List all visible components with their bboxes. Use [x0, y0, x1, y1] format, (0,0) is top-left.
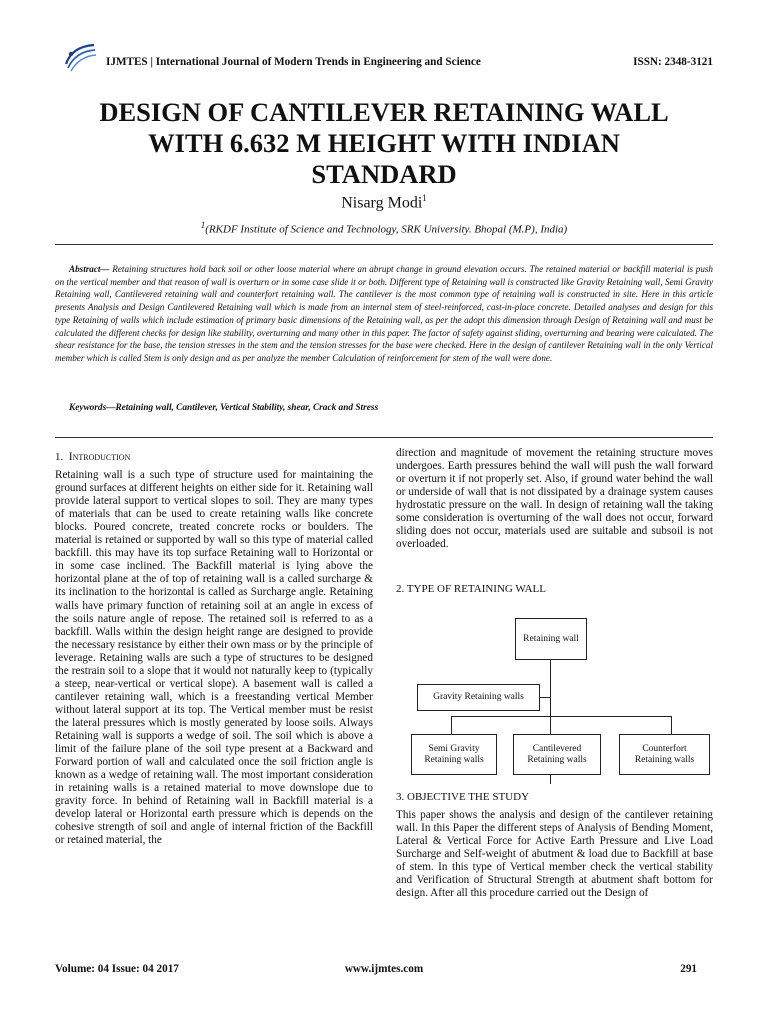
section-title: Introduction	[68, 451, 131, 463]
diagram-node-retaining-wall	[515, 618, 587, 660]
node-label: Retaining walls	[527, 754, 587, 765]
page-number: 291	[680, 963, 697, 975]
node-label: Cantilevered	[532, 743, 582, 754]
connector-line	[451, 716, 452, 734]
journal-url[interactable]: www.ijmtes.com	[344, 963, 424, 975]
author-name	[0, 193, 768, 212]
abstract	[55, 263, 713, 365]
issn-number: ISSN: 2348-3121	[633, 56, 713, 68]
author-sup: 1	[422, 193, 427, 203]
divider	[55, 437, 713, 438]
connector-line	[540, 697, 550, 698]
title-line: DESIGN OF CANTILEVER RETAINING WALL	[99, 97, 669, 127]
section-heading-introduction	[55, 451, 373, 464]
abstract-label: Abstract—	[69, 264, 110, 274]
paper-title	[40, 97, 728, 190]
node-label: Semi Gravity	[428, 743, 480, 754]
volume-issue: Volume: 04 Issue: 04 2017	[55, 963, 179, 975]
author-text: Nisarg Modi	[341, 194, 423, 212]
section-heading-objective: 3. OBJECTIVE THE STUDY	[396, 791, 530, 803]
node-label: Retaining walls	[424, 754, 484, 765]
journal-header	[62, 50, 713, 76]
connector-line	[451, 716, 671, 717]
retaining-wall-types-diagram	[405, 612, 715, 784]
section-heading-types: 2. TYPE OF RETAINING WALL	[396, 583, 546, 595]
journal-name: IJMTES | International Journal of Modern Trends in Engineering and Science	[106, 56, 481, 68]
diagram-node-gravity	[417, 684, 540, 711]
diagram-node-semi-gravity	[411, 734, 497, 775]
author-affiliation	[0, 220, 768, 236]
objective-paragraph: This paper shows the analysis and design of the cantilever retaining wall. In this Paper the different steps of Analysis of Bending Moment, Lateral & Vertical Force for Active Earth Pressure and Live Load Surcharge and Self-weight of abutment & load due to Backfill at base of stem. In this type of Vertical member check the vertical stability and Verification of Structural Strength at abutment shaft bottom for design. After all this procedure carried out the Design of	[396, 809, 713, 900]
title-line: WITH 6.632 M HEIGHT WITH INDIAN	[148, 128, 620, 158]
node-label: Retaining wall	[523, 633, 579, 644]
connector-line	[671, 716, 672, 734]
title-line: STANDARD	[311, 159, 457, 189]
page-footer	[55, 963, 713, 979]
keywords: Keywords—Retaining wall, Cantilever, Vertical Stability, shear, Crack and Stress	[69, 403, 379, 413]
divider	[55, 244, 713, 245]
right-column	[396, 447, 713, 551]
abstract-text: Retaining structures hold back soil or other loose material where an abrupt change in ground elevation occurs. The retained material or backfill material is push on the vertical member and that reason of wall is overturn or in some case slide it or both. Different type of Retaining wall is constructed like Gravity Retaining wall, Semi Gravity Retaining wall, Cantilevered retaining wall and counterfort retaining wall. The cantilever is the most common type of retaining wall is constructed in site. Here in this article presents Analysis and Design Cantilevered Retaining wall which is made from an internal stem of steel-reinforced, cast-in-place concrete. Detailed analyses and design for this type Retaining of walls which include estimation of primary basic dimensions of the Retaining wall, as per the adopt this dimension through Design of Retaining wall and must be calculated the different checks for design like stability, overturning and many other in this paper. The factor of safety against sliding, overturning and bearing were calculated. The shear resistance for the base, the tension stresses in the stem and the tension stresses for the base were checked. Here in the design of cantilever Retaining wall in the only Vertical member which is called Stem is only design and as per analyze the member Calculation of reinforcement for stem of the wall were done.	[55, 264, 713, 363]
node-label: Counterfort	[642, 743, 687, 754]
journal-logo-icon	[62, 42, 98, 72]
section-number: 1.	[55, 451, 64, 463]
node-label: Retaining walls	[634, 754, 695, 765]
left-column	[55, 451, 373, 847]
introduction-continued: direction and magnitude of movement the retaining structure moves undergoes. Earth pressures behind the wall will push the wall forward or overturn it if not properly set. Also, if ground water behind the wall or underside of wall that is not dissipated by a drainage system causes hydrostatic pressure on the wall. In design of retaining wall the taking some consideration is overturning of the wall does not occur, forward sliding does not occur, materials used are suitable and subsoil is not overloaded.	[396, 447, 713, 551]
diagram-node-cantilevered	[513, 734, 601, 775]
diagram-node-counterfort	[619, 734, 710, 775]
introduction-paragraph: Retaining wall is a such type of structure used for maintaining the ground surfaces at different heights on either side for it. Retaining wall provide lateral support to vertical slopes to soil. They are many types of materials that can be used to create retaining walls like concrete blocks. Poured concrete, treated concrete rocks or boulders. The material is retained or supported by wall so this type of material called backfill. this may have its top surface Retaining wall to Horizontal or in some case inclined. The Backfill material is lying above the horizontal plane at the of top of retaining wall is a called surcharge & its inclination to the horizontal is called as Surcharge angle. Retaining walls have primary function of retaining soil at an angle in excess of the soils nature angle of repose. The retained soil is referred to as a backfill. Walls within the design height range are designed to provide the necessary resistance by either their own mass or by the principle of leverage. Retaining walls are such a type of structures to be designed the restrain soil to a slope that it would not naturally keep to (typically a steep, near-vertical or vertical slope). A basement wall is called a cantilever retaining wall, which is a freestanding vertical Member without lateral support at its top. The Vertical member must be resist the lateral pressures which is mostly generated by loose soils. Always Retaining wall is supports a wedge of soil. The soil which is above a limit of the failure plane of the soil type present at a Backward and Forward portion of wall and calculated once the soil friction angle is known as a wedge of retaining wall. The most important consideration in retaining walls is a retained material to move downslope due to gravity force. In behind of Retaining wall in Backfill material is a develop lateral or Horizontal earth pressure which is depends on the cohesive strength of soil and angle of internal friction of the Backfill or retained material, the	[55, 469, 373, 847]
node-label: Gravity Retaining walls	[433, 692, 524, 702]
affil-sup: 1	[200, 220, 206, 230]
affil-text: (RKDF Institute of Science and Technology, SRK University. Bhopal (M.P), India)	[205, 223, 568, 236]
